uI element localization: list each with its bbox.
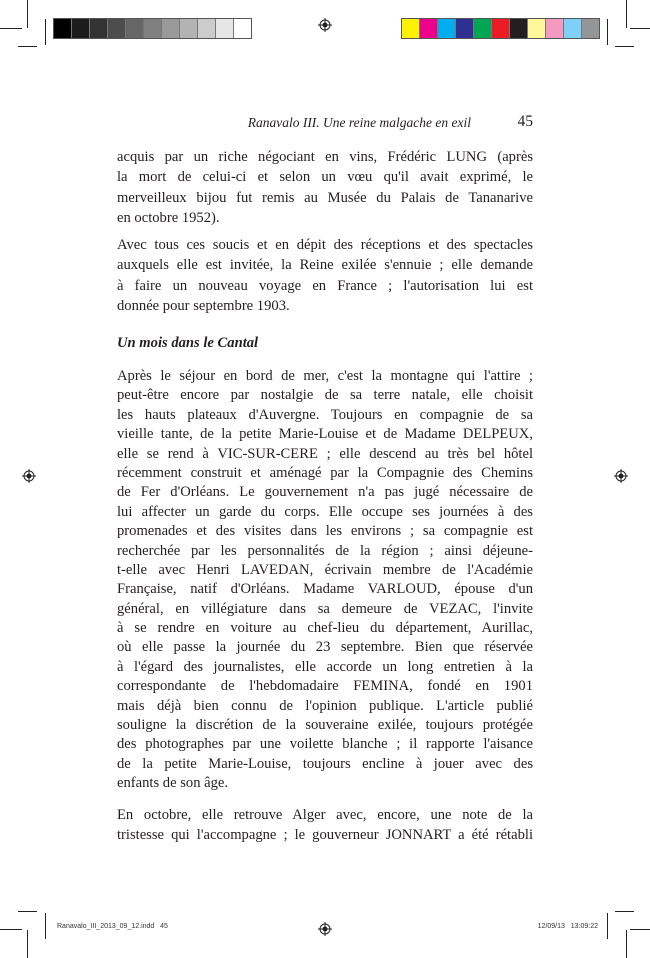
registration-mark-icon [318,18,332,32]
color-swatch [108,19,126,38]
color-swatch [456,19,474,38]
text-line: recherchée par les personnalités de la région ; ainsi déjeune- [117,542,533,559]
paragraph [117,367,533,794]
text-line: récemment construit et aménagé par la Compagnie des Chemins [117,464,533,481]
text-line: vieille tante, de la petite Marie-Louise et de Madame DELPEUX, [117,426,533,443]
crop-mark [607,913,608,939]
color-swatch [528,19,546,38]
text-line: elle se rend à VIC-SUR-CERE ; elle descend au très bel hôtel [117,445,533,462]
registration-mark-icon [22,469,36,483]
color-swatch [180,19,198,38]
running-title: Ranavalo III. Une reine malgache en exil [247,115,471,130]
crop-mark [0,929,22,930]
color-swatch [234,19,251,38]
crop-mark [18,46,37,47]
color-swatch [54,19,72,38]
crop-mark [27,930,28,958]
color-swatch [546,19,564,38]
color-swatch [402,19,420,38]
paragraph [117,805,533,846]
crop-mark [45,913,46,939]
slug-timestamp: 12/09/13 13:09:22 [537,923,598,930]
color-swatch [216,19,234,38]
color-swatch [90,19,108,38]
text-line: donnée pour septembre 1903. [117,298,290,315]
text-line: lui affecter un garde du corps. Elle occupe ses journées à des [117,503,533,520]
crop-mark [630,929,650,930]
crop-mark [18,911,37,912]
text-line: à l'égard des journalistes, elle accorde un long entretien à la [117,658,533,675]
text-line: en octobre 1952). [117,210,220,227]
text-line: où elle passe la journée du 23 septembre. Bien que réservée [117,639,533,656]
text-line: tristesse qui l'accompagne ; le gouverneur JONNART a été rétabli [117,827,533,844]
text-line: enfants de son âge. [117,775,229,792]
text-line: les hauts plateaux d'Auvergne. Toujours en compagnie de sa [117,406,533,423]
text-line: Française, natif d'Orléans. Madame VARLOUD, épouse d'un [117,581,533,598]
color-swatch [492,19,510,38]
text-line: Après le séjour en bord de mer, c'est la montagne qui l'attire ; [117,368,533,384]
crop-mark [615,46,634,47]
color-swatch [420,19,438,38]
text-line: à se rendre en voiture au chef-lieu du département, Aurillac, [117,620,533,637]
color-swatch [144,19,162,38]
text-line: des photographes par une voilette blanche ; il rapporte l'aisance [117,736,533,753]
color-swatch [582,19,599,38]
text-line: souligne la discrétion de la souveraine exilée, toujours protégée [117,717,533,734]
text-line: mais déjà bien connu de l'opinion publique. L'article publié [117,697,533,714]
running-header [117,113,533,133]
text-line: merveilleux bijou fut remis au Musée du Palais de Tananarive [117,189,533,206]
registration-mark-icon [318,922,332,936]
grayscale-color-bar [53,18,252,39]
color-swatch [438,19,456,38]
color-swatch [564,19,582,38]
text-line: En octobre, elle retrouve Alger avec, encore, une note de la [117,807,533,823]
slug-filename: Ranavalo_III_2013_09_12.indd 45 [57,923,168,930]
text-line: de la petite Marie-Louise, toujours encline à jouer avec des [117,755,533,772]
crop-mark [27,0,28,28]
text-line: promenades et des visites dans les environs ; sa compagnie est [117,523,533,540]
text-line: acquis par un riche négociant en vins, Frédéric LUNG (après [117,149,533,165]
color-swatch [474,19,492,38]
crop-mark [615,911,634,912]
registration-mark-icon [614,469,628,483]
color-swatch [198,19,216,38]
color-swatch [72,19,90,38]
text-line: à faire un nouveau voyage en France ; l'autorisation lui est [117,277,533,294]
text-line: peut-être encore par nostalgie de sa terre natale, elle choisit [117,387,533,404]
color-swatch [126,19,144,38]
page-number: 45 [517,113,533,130]
text-line: correspondante de l'hebdomadaire FEMINA, fondé en 1901 [117,678,533,695]
text-line: t-elle avec Henri LAVEDAN, écrivain membre de l'Académie [117,561,533,578]
text-line: auxquels elle est invitée, la Reine exilée s'ennuie ; elle demande [117,257,533,274]
crop-mark [626,930,627,958]
section-heading: Un mois dans le Cantal [117,335,259,351]
crop-mark [607,19,608,45]
crop-mark [0,28,22,29]
crop-mark [45,19,46,45]
crop-mark [626,0,627,28]
color-swatch [510,19,528,38]
process-color-bar [401,18,600,39]
paragraph [117,147,533,229]
text-line: de Fer d'Orléans. Le gouvernement n'a pas jugé nécessaire de [117,484,533,501]
crop-mark [630,28,650,29]
text-line: général, en villégiature dans sa demeure de VEZAC, l'invite [117,600,533,617]
text-line: Avec tous ces soucis et en dépit des réceptions et des spectacles [117,237,533,253]
color-swatch [162,19,180,38]
paragraph [117,235,533,317]
text-line: la mort de celui-ci et selon un vœu qu'il avait exprimé, le [117,169,533,186]
